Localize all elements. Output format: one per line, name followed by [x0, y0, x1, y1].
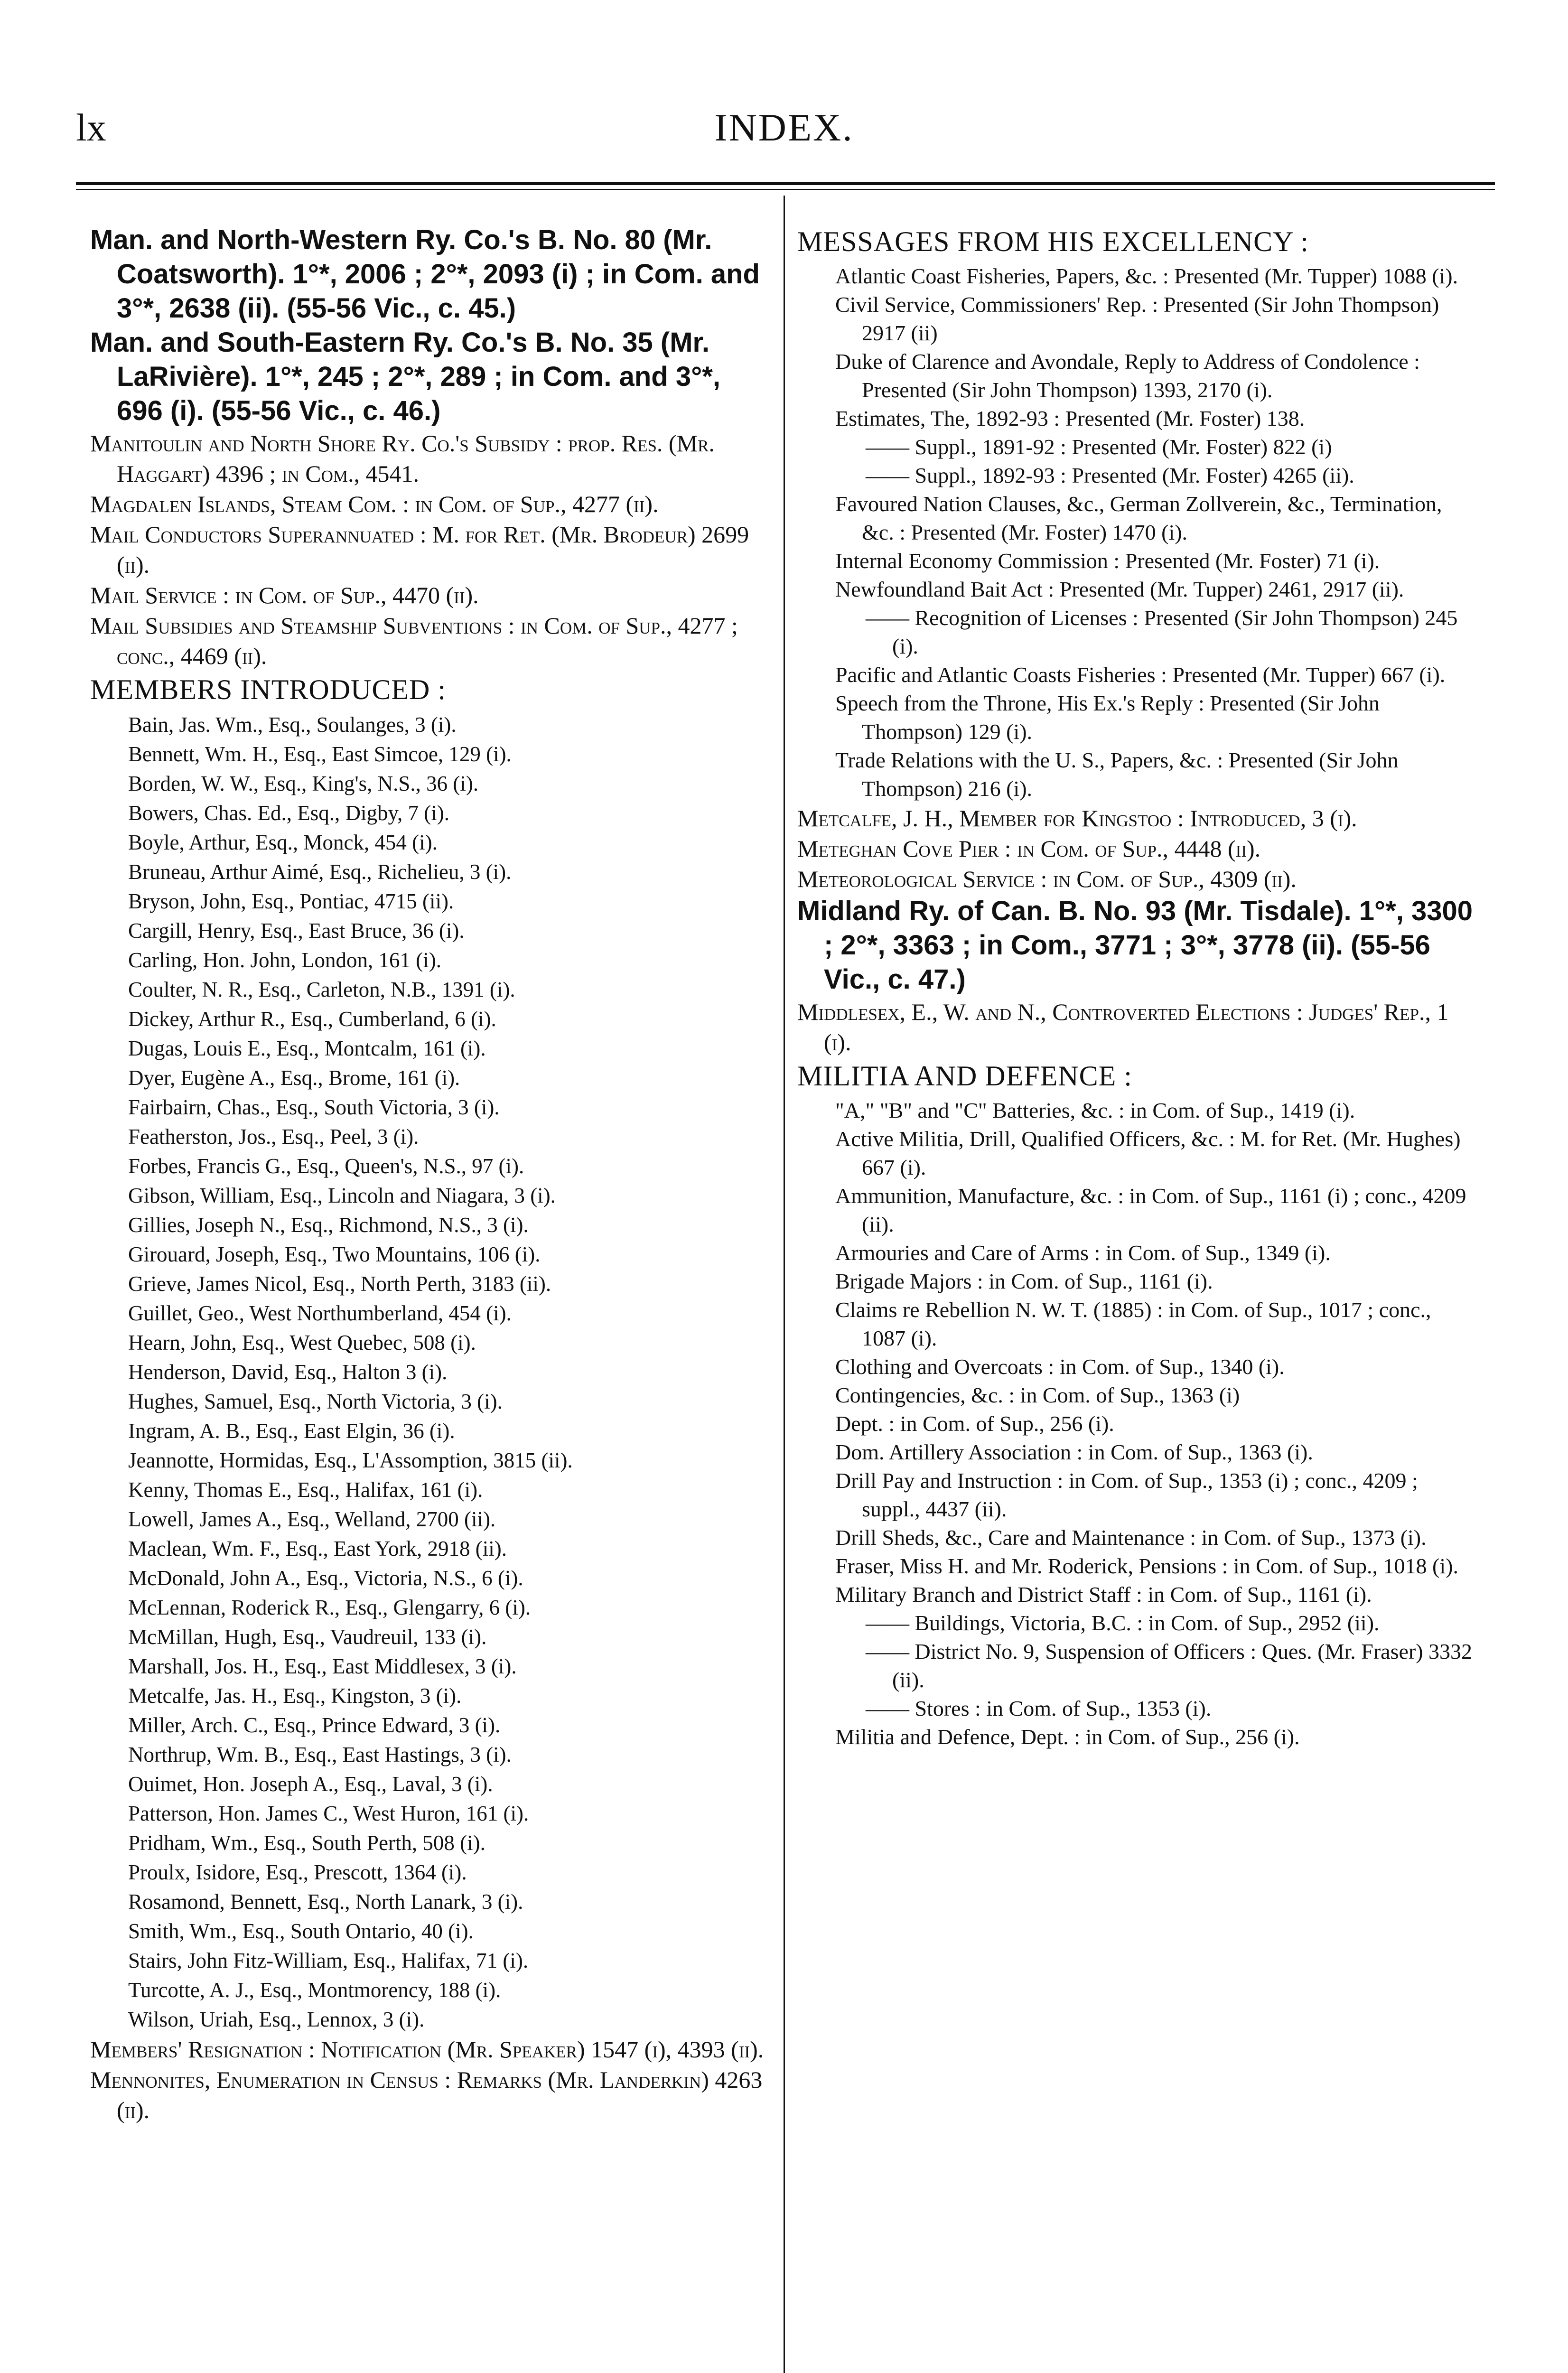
messages-list [797, 262, 1476, 803]
list-item: Stairs, John Fitz-William, Esq., Halifax, 71 (i). [128, 1949, 529, 1972]
list-item: Metcalfe, Jas. H., Esq., Kingston, 3 (i). [128, 1684, 462, 1708]
list-item: Forbes, Francis G., Esq., Queen's, N.S., 97 (i). [128, 1154, 524, 1178]
militia-list [797, 1096, 1476, 1751]
list-item: Carling, Hon. John, London, 161 (i). [128, 948, 441, 972]
list-item: Guillet, Geo., West Northumberland, 454 (i). [128, 1301, 512, 1325]
index-entry: Man. and South-Eastern Ry. Co.'s B. No. 35 (Mr. LaRivière). 1°*, 245 ; 2°*, 289 ; in Com. and 3°*, 696 (i). (55-56 Vic., c. 46.) [90, 327, 720, 426]
list-item: —— Suppl., 1891-92 : Presented (Mr. Foster) 822 (i) [866, 435, 1332, 459]
list-item: Grieve, James Nicol, Esq., North Perth, 3183 (ii). [128, 1272, 551, 1296]
list-item: Boyle, Arthur, Esq., Monck, 454 (i). [128, 831, 438, 854]
list-item: Drill Sheds, &c., Care and Maintenance : in Com. of Sup., 1373 (i). [835, 1525, 1427, 1550]
list-item: Dept. : in Com. of Sup., 256 (i). [835, 1411, 1114, 1436]
list-item: Jeannotte, Hormidas, Esq., L'Assomption, 3815 (ii). [128, 1448, 573, 1472]
list-item: Drill Pay and Instruction : in Com. of Sup., 1353 (i) ; conc., 4209 ; suppl., 4437 (ii). [835, 1468, 1418, 1521]
right-column [797, 223, 1476, 1751]
list-item: Bryson, John, Esq., Pontiac, 4715 (ii). [128, 889, 454, 913]
list-item: Bennett, Wm. H., Esq., East Simcoe, 129 (i). [128, 742, 512, 766]
list-item: Fairbairn, Chas., Esq., South Victoria, 3 (i). [128, 1095, 500, 1119]
list-item: Claims re Rebellion N. W. T. (1885) : in Com. of Sup., 1017 ; conc., 1087 (i). [835, 1298, 1431, 1350]
list-item: —— Recognition of Licenses : Presented (Sir John Thompson) 245 (i). [866, 606, 1458, 658]
list-item: Rosamond, Bennett, Esq., North Lanark, 3 (i). [128, 1890, 523, 1914]
list-item: Wilson, Uriah, Esq., Lennox, 3 (i). [128, 2008, 425, 2031]
list-item: Gillies, Joseph N., Esq., Richmond, N.S., 3 (i). [128, 1213, 529, 1237]
list-item: Gibson, William, Esq., Lincoln and Niagara, 3 (i). [128, 1184, 556, 1207]
list-item: Proulx, Isidore, Esq., Prescott, 1364 (i). [128, 1860, 467, 1884]
list-item: Smith, Wm., Esq., South Ontario, 40 (i). [128, 1919, 474, 1943]
index-entry: Meteghan Cove Pier : in Com. of Sup., 4448 (ii). [797, 835, 1261, 862]
index-entry: Mennonites, Enumeration in Census : Remarks (Mr. Landerkin) 4263 (ii). [90, 2066, 763, 2123]
section-heading-messages: MESSAGES FROM HIS EXCELLENCY : [797, 226, 1309, 257]
list-item: Coulter, N. R., Esq., Carleton, N.B., 1391 (i). [128, 978, 515, 1001]
list-item: Internal Economy Commission : Presented (Mr. Foster) 71 (i). [835, 549, 1380, 573]
list-item: Pridham, Wm., Esq., South Perth, 508 (i). [128, 1831, 485, 1855]
list-item: Ouimet, Hon. Joseph A., Esq., Laval, 3 (i). [128, 1772, 493, 1796]
list-item: Lowell, James A., Esq., Welland, 2700 (ii). [128, 1507, 496, 1531]
list-item: Hughes, Samuel, Esq., North Victoria, 3 (i). [128, 1390, 503, 1413]
column-divider [784, 196, 785, 2373]
index-entry: Meteorological Service : in Com. of Sup., 4309 (ii). [797, 866, 1297, 892]
list-item: Kenny, Thomas E., Esq., Halifax, 161 (i). [128, 1478, 483, 1502]
list-item: Turcotte, A. J., Esq., Montmorency, 188 (i). [128, 1978, 501, 2002]
list-item: Fraser, Miss H. and Mr. Roderick, Pensions : in Com. of Sup., 1018 (i). [835, 1554, 1458, 1578]
index-entry: Metcalfe, J. H., Member for Kingstoo : Introduced, 3 (i). [797, 805, 1357, 831]
list-item: Patterson, Hon. James C., West Huron, 161 (i). [128, 1802, 529, 1825]
list-item: Estimates, The, 1892-93 : Presented (Mr. Foster) 138. [835, 406, 1305, 430]
index-entry: Magdalen Islands, Steam Com. : in Com. of Sup., 4277 (ii). [90, 491, 659, 517]
list-item: Maclean, Wm. F., Esq., East York, 2918 (ii). [128, 1537, 507, 1560]
list-item: Armouries and Care of Arms : in Com. of Sup., 1349 (i). [835, 1241, 1331, 1265]
index-entry: Midland Ry. of Can. B. No. 93 (Mr. Tisdale). 1°*, 3300 ; 2°*, 3363 ; in Com., 3771 ; 3°*, 3778 (ii). (55-56 Vic., c. 47.) [797, 896, 1473, 995]
section-heading-militia: MILITIA AND DEFENCE : [797, 1060, 1132, 1092]
list-item: Dugas, Louis E., Esq., Montcalm, 161 (i). [128, 1037, 486, 1060]
index-entry: Middlesex, E., W. and N., Controverted Elections : Judges' Rep., 1 (i). [797, 999, 1449, 1056]
list-item: Borden, W. W., Esq., King's, N.S., 36 (i). [128, 772, 479, 795]
list-item: Military Branch and District Staff : in Com. of Sup., 1161 (i). [835, 1582, 1372, 1607]
page-number: lx [76, 106, 106, 149]
list-item: Contingencies, &c. : in Com. of Sup., 1363 (i) [835, 1383, 1240, 1407]
index-entry: Mail Subsidies and Steamship Subventions : in Com. of Sup., 4277 ; conc., 4469 (ii). [90, 612, 738, 669]
list-item: McLennan, Roderick R., Esq., Glengarry, 6 (i). [128, 1596, 531, 1619]
list-item: "A," "B" and "C" Batteries, &c. : in Com. of Sup., 1419 (i). [835, 1098, 1355, 1122]
list-item: McDonald, John A., Esq., Victoria, N.S., 6 (i). [128, 1566, 523, 1590]
list-item: Pacific and Atlantic Coasts Fisheries : Presented (Mr. Tupper) 667 (i). [835, 663, 1446, 687]
index-entry: Manitoulin and North Shore Ry. Co.'s Subsidy : prop. Res. (Mr. Haggart) 4396 ; in Com., 4541. [90, 430, 715, 487]
list-item: Brigade Majors : in Com. of Sup., 1161 (i). [835, 1269, 1213, 1293]
list-item: Ingram, A. B., Esq., East Elgin, 36 (i). [128, 1419, 455, 1443]
list-item: —— Buildings, Victoria, B.C. : in Com. of Sup., 2952 (ii). [866, 1611, 1380, 1635]
list-item: Speech from the Throne, His Ex.'s Reply : Presented (Sir John Thompson) 129 (i). [835, 691, 1380, 744]
list-item: Featherston, Jos., Esq., Peel, 3 (i). [128, 1125, 419, 1149]
list-item: Clothing and Overcoats : in Com. of Sup., 1340 (i). [835, 1355, 1285, 1379]
list-item: Bowers, Chas. Ed., Esq., Digby, 7 (i). [128, 801, 450, 825]
list-item: Trade Relations with the U. S., Papers, &c. : Presented (Sir John Thompson) 216 (i). [835, 748, 1399, 801]
list-item: Girouard, Joseph, Esq., Two Mountains, 106 (i). [128, 1243, 541, 1266]
list-item: Miller, Arch. C., Esq., Prince Edward, 3 (i). [128, 1713, 501, 1737]
list-item: Henderson, David, Esq., Halton 3 (i). [128, 1360, 448, 1384]
header-rule-thin [76, 189, 1495, 190]
list-item: Marshall, Jos. H., Esq., East Middlesex, 3 (i). [128, 1654, 517, 1678]
list-item: Dyer, Eugène A., Esq., Brome, 161 (i). [128, 1066, 460, 1090]
index-entry: Man. and North-Western Ry. Co.'s B. No. 80 (Mr. Coatsworth). 1°*, 2006 ; 2°*, 2093 (i) ; in Com. and 3°*, 2638 (ii). (55-56 Vic., c. 45.) [90, 224, 760, 324]
list-item: —— Stores : in Com. of Sup., 1353 (i). [866, 1696, 1212, 1720]
list-item: Hearn, John, Esq., West Quebec, 508 (i). [128, 1331, 476, 1355]
list-item: Newfoundland Bait Act : Presented (Mr. Tupper) 2461, 2917 (ii). [835, 577, 1404, 601]
index-entry: Mail Service : in Com. of Sup., 4470 (ii). [90, 582, 479, 608]
list-item: Duke of Clarence and Avondale, Reply to Address of Condolence : Presented (Sir John Thompson) 1393, 2170 (i). [835, 349, 1420, 402]
list-item: Cargill, Henry, Esq., East Bruce, 36 (i). [128, 919, 465, 943]
list-item: —— Suppl., 1892-93 : Presented (Mr. Foster) 4265 (ii). [866, 463, 1354, 487]
list-item: Ammunition, Manufacture, &c. : in Com. of Sup., 1161 (i) ; conc., 4209 (ii). [835, 1184, 1466, 1236]
list-item: Dickey, Arthur R., Esq., Cumberland, 6 (i). [128, 1007, 496, 1031]
page-title: INDEX. [714, 106, 854, 149]
list-item: Bain, Jas. Wm., Esq., Soulanges, 3 (i). [128, 713, 457, 737]
list-item: Favoured Nation Clauses, &c., German Zollverein, &c., Termination, &c. : Presented (Mr. Foster) 1470 (i). [835, 492, 1442, 544]
index-entry: Mail Conductors Superannuated : M. for Ret. (Mr. Brodeur) 2699 (ii). [90, 521, 749, 578]
header-rule [76, 182, 1495, 185]
index-entry: Members' Resignation : Notification (Mr. Speaker) 1547 (i), 4393 (ii). [90, 2036, 764, 2063]
members-list [90, 710, 769, 2034]
section-heading-members: MEMBERS INTRODUCED : [90, 674, 447, 705]
list-item: Northrup, Wm. B., Esq., East Hastings, 3 (i). [128, 1743, 512, 1766]
list-item: Civil Service, Commissioners' Rep. : Presented (Sir John Thompson) 2917 (ii) [835, 292, 1439, 345]
list-item: Bruneau, Arthur Aimé, Esq., Richelieu, 3 (i). [128, 860, 512, 884]
list-item: Atlantic Coast Fisheries, Papers, &c. : Presented (Mr. Tupper) 1088 (i). [835, 264, 1458, 288]
list-item: McMillan, Hugh, Esq., Vaudreuil, 133 (i). [128, 1625, 487, 1649]
list-item: —— District No. 9, Suspension of Officers : Ques. (Mr. Fraser) 3332 (ii). [866, 1639, 1473, 1692]
list-item: Active Militia, Drill, Qualified Officers, &c. : M. for Ret. (Mr. Hughes) 667 (i). [835, 1127, 1461, 1179]
list-item: Dom. Artillery Association : in Com. of Sup., 1363 (i). [835, 1440, 1313, 1464]
list-item: Militia and Defence, Dept. : in Com. of Sup., 256 (i). [835, 1725, 1300, 1749]
left-column [90, 223, 769, 2125]
